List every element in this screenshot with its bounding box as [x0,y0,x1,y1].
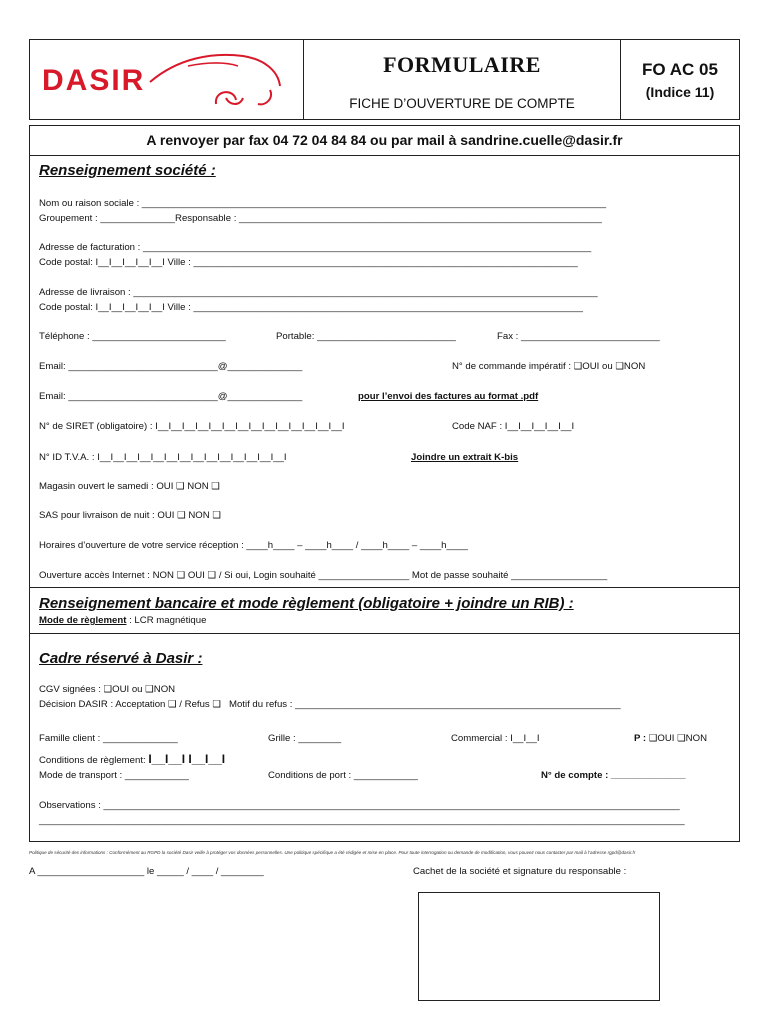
account-number-field[interactable]: N° de compte : ______________ [541,770,686,781]
divider [29,587,740,588]
grid-field[interactable]: Grille : ________ [268,733,342,744]
payment-conditions-field[interactable] [39,752,225,766]
night-delivery-checkbox[interactable]: SAS pour livraison de nuit : OUI ❑ NON ❑ [39,510,221,521]
p-label: P : [634,733,647,744]
bank-section-title: Renseignement bancaire et mode règlement (obligatoire + joindre un RIB) : [39,595,574,612]
dasir-logo [38,48,288,110]
dasir-section-title: Cadre réservé à Dasir : [39,650,203,667]
form-index: (Indice 11) [645,84,715,100]
invoice-email-field[interactable]: Email: ____________________________@______________ [39,391,303,402]
stamp-signature-label: Cachet de la société et signature du responsable : [413,866,627,877]
delivery-postal-field[interactable]: Code postal: I__I__I__I__I__I Ville : _________________________________________________________________________ [39,302,583,313]
internet-access-field[interactable]: Ouverture accès Internet : NON ❑ OUI ❑ / Si oui, Login souhaité _________________ Mot de passe souhaité __________________ [39,570,608,581]
company-name-field[interactable]: Nom ou raison sociale : _______________________________________________________________________________________ [39,198,607,209]
fax-field[interactable]: Fax : __________________________ [497,331,660,342]
place-date-field[interactable]: A ____________________ le _____ / ____ / ________ [29,866,264,877]
observations-field-line2[interactable]: _________________________________________________________________________________________________________________________ [39,815,685,826]
email-field[interactable]: Email: ____________________________@______________ [39,361,303,372]
mobile-field[interactable]: Portable: __________________________ [276,331,456,342]
divider [29,155,740,156]
phone-field[interactable]: Téléphone : _________________________ [39,331,226,342]
send-instructions: A renvoyer par fax 04 72 04 84 84 ou par mail à sandrine.cuelle@dasir.fr [146,132,623,148]
siret-field[interactable]: N° de SIRET (obligatoire) : I__I__I__I__I__I__I__I__I__I__I__I__I__I__I [39,421,345,432]
reception-hours-field[interactable]: Horaires d’ouverture de votre service réception : ____h____ – ____h____ / ____h____ – ____h____ [39,540,468,551]
form-subtitle: FICHE D’OUVERTURE DE COMPTE [349,96,575,111]
dasir-decision-field[interactable]: Décision DASIR : Acceptation ❑ / Refus ❑ Motif du refus : _____________________________________________________________ [39,699,621,710]
group-responsible-field[interactable]: Groupement : ______________Responsable : ____________________________________________________________________ [39,213,602,224]
p-field[interactable] [634,733,707,744]
payment-conditions-label: Conditions de règlement: [39,755,146,766]
client-family-field[interactable]: Famille client : ______________ [39,733,178,744]
p-options[interactable]: ❑OUI ❑NON [646,733,708,744]
stamp-signature-box[interactable] [418,892,660,1001]
payment-conditions-value[interactable]: I__I__I I__I__I [148,752,226,766]
cgv-signed-checkbox[interactable]: CGV signées : ❑OUI ou ❑NON [39,684,176,695]
naf-code-field[interactable]: Code NAF : I__I__I__I__I__I [452,421,575,432]
form-code: FO AC 05 [642,60,718,79]
form-title: FORMULAIRE [383,52,541,77]
privacy-notice: Politique de sécurité des informations : Conformément au RGPD la société Dasir veille à protéger vos données personnelles. Une politique spécifique a été rédigée et mise en place. Pour toute interrogation ou demande de modification, vous pouvez nous contacter par mail à l’adresse rgpd@dasir.fr [29,850,636,855]
observations-field[interactable]: Observations : ____________________________________________________________________________________________________________ [39,800,680,811]
transport-mode-field[interactable]: Mode de transport : ____________ [39,770,189,781]
saturday-open-checkbox[interactable]: Magasin ouvert le samedi : OUI ❑ NON ❑ [39,481,220,492]
shipping-conditions-field[interactable]: Conditions de port : ____________ [268,770,418,781]
payment-mode [39,615,206,626]
order-number-required[interactable]: N° de commande impératif : ❑OUI ou ❑NON [452,361,646,372]
billing-postal-field[interactable]: Code postal: I__I__I__I__I__I Ville : ________________________________________________________________________ [39,257,578,268]
logo-text: DASIR [42,64,146,97]
payment-mode-value: : LCR magnétique [126,615,207,626]
billing-address-field[interactable]: Adresse de facturation : ____________________________________________________________________________________ [39,242,592,253]
commercial-field[interactable]: Commercial : I__I__I [451,733,540,744]
delivery-address-field[interactable]: Adresse de livraison : _______________________________________________________________________________________ [39,287,598,298]
company-section-title: Renseignement société : [39,162,216,179]
payment-mode-label: Mode de règlement [39,615,127,626]
kbis-note: Joindre un extrait K-bis [411,452,519,463]
divider [29,633,740,634]
vat-id-field[interactable]: N° ID T.V.A. : I__I__I__I__I__I__I__I__I__I__I__I__I__I__I [39,452,287,463]
invoice-email-note: pour l’envoi des factures au format .pdf [358,391,539,402]
